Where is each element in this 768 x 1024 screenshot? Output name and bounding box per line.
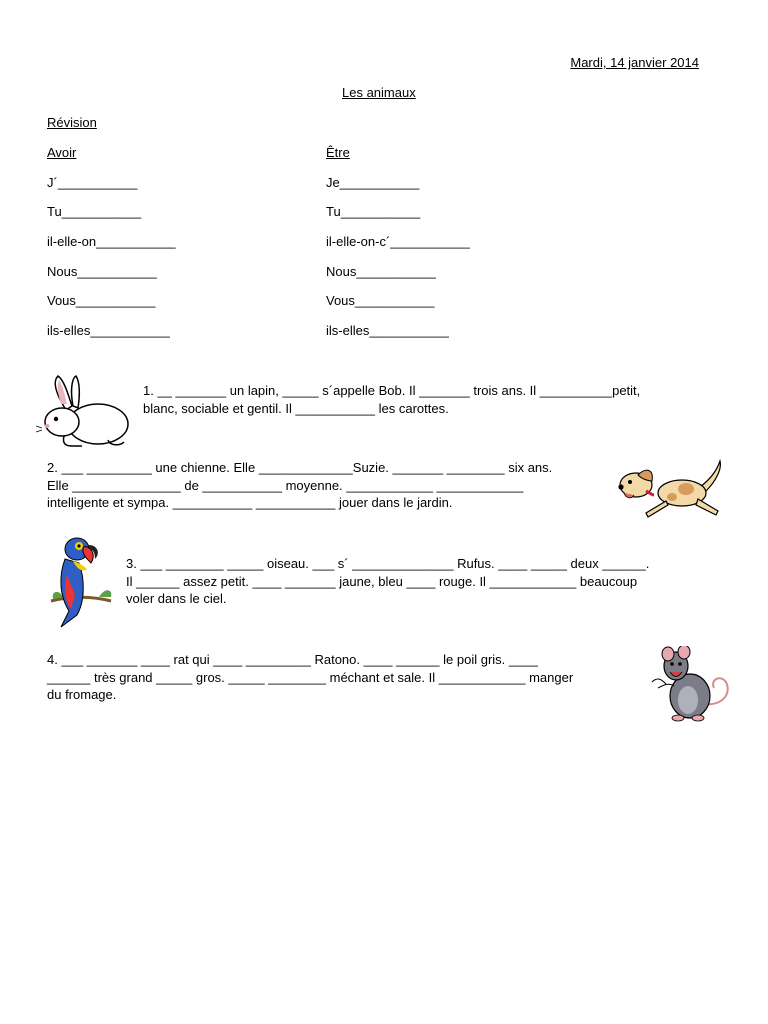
avoir-row: J´___________ (47, 175, 138, 190)
exercise-1 (143, 382, 640, 417)
exercise-line: blanc, sociable et gentil. Il ___________ les carottes. (143, 400, 449, 416)
etre-row: Nous___________ (326, 264, 436, 279)
dog-illustration (616, 459, 726, 521)
exercise-line: Il ______ assez petit. ____ _______ jaune, bleu ____ rouge. Il ____________ beaucoup (126, 573, 638, 589)
etre-row: il-elle-on-c´___________ (326, 234, 470, 249)
exercise-line: 1. __ _______ un lapin, _____ s´appelle Bob. Il _______ trois ans. Il __________petit, (143, 383, 641, 398)
exercise-2 (47, 459, 552, 512)
etre-row: ils-elles___________ (326, 323, 449, 338)
avoir-heading: Avoir (47, 145, 77, 160)
exercise-line: 2. ___ _________ une chienne. Elle _____________Suzie. _______ ________ six ans. (47, 460, 553, 475)
parrot-illustration (47, 535, 115, 629)
date: Mardi, 14 janvier 2014 (570, 55, 699, 70)
rat-illustration (648, 646, 732, 724)
exercise-3 (126, 555, 649, 608)
etre-row: Vous___________ (326, 293, 435, 308)
avoir-row: Vous___________ (47, 293, 156, 308)
etre-row: Tu___________ (326, 204, 421, 219)
exercise-line: voler dans le ciel. (126, 591, 227, 606)
avoir-row: il-elle-on___________ (47, 234, 176, 249)
exercise-line: Elle _______________ de ___________ moyenne. ____________ ____________ (47, 477, 524, 493)
exercise-4 (47, 651, 573, 704)
avoir-row: ils-elles___________ (47, 323, 170, 338)
exercise-line: 4. ___ _______ ____ rat qui ____ _________ Ratono. ____ ______ le poil gris. ____ (47, 652, 538, 667)
exercise-line: intelligente et sympa. ___________ ___________ jouer dans le jardin. (47, 495, 453, 510)
avoir-row: Tu___________ (47, 204, 142, 219)
rabbit-illustration (36, 374, 132, 450)
exercise-line: 3. ___ ________ _____ oiseau. ___ s´ ______________ Rufus. ____ _____ deux ______. (126, 556, 650, 571)
exercise-line: ______ très grand _____ gros. _____ ________ méchant et sale. Il ____________ manger (47, 669, 574, 685)
exercise-line: du fromage. (47, 687, 117, 702)
page-title: Les animaux (342, 85, 416, 100)
etre-row: Je___________ (326, 175, 420, 190)
etre-heading: Être (326, 145, 350, 160)
section-heading: Révision (47, 115, 97, 130)
avoir-row: Nous___________ (47, 264, 157, 279)
